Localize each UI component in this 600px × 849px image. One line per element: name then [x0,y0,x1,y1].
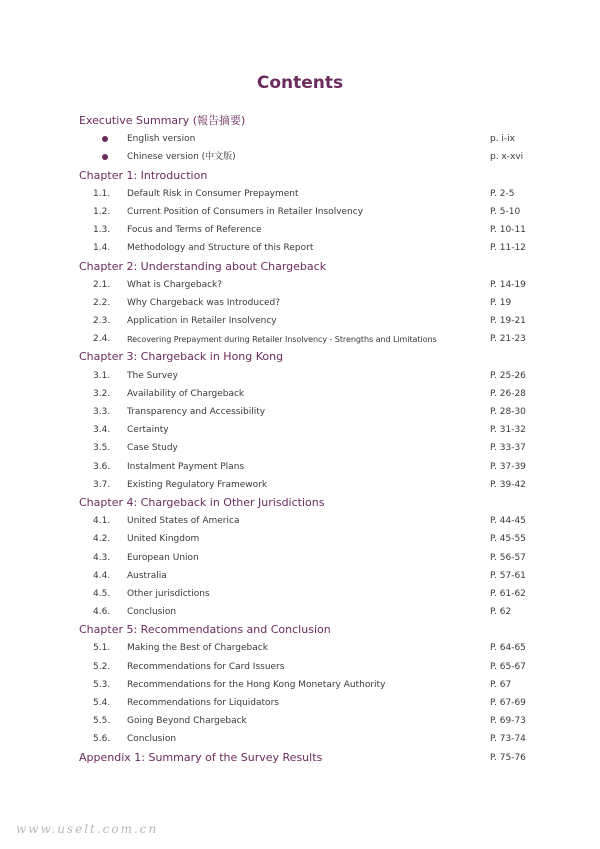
toc-entry-number: 3.3. [93,407,111,417]
toc-heading-title: Chapter 4: Chargeback in Other Jurisdictions [79,495,325,509]
toc-entry-number: 2.2. [93,297,111,308]
toc-heading-page: P. 75-76 [490,752,526,763]
toc-entry-title: Existing Regulatory Framework [127,479,268,490]
toc-entry-title: United Kingdom [127,534,200,545]
toc-entry[interactable] [0,549,600,567]
table-of-contents [0,112,600,767]
toc-entry[interactable] [0,221,600,239]
toc-entry[interactable] [0,203,600,221]
toc-entry[interactable] [0,658,600,676]
toc-entry[interactable] [0,294,600,312]
toc-entry-page: P. 19-21 [490,316,526,327]
toc-entry-title: Case Study [127,443,178,454]
toc-entry-number: 3.1. [93,370,111,381]
toc-entry[interactable] [0,148,600,166]
toc-entry-title: Default Risk in Consumer Prepayment [127,188,299,199]
toc-entry-title: What is Chargeback? [127,279,223,290]
toc-entry-title: The Survey [127,370,178,381]
toc-entry-number: 5.5. [93,716,111,727]
toc-entry-page: P. 10-11 [490,225,526,236]
toc-entry-title: English version [127,134,196,145]
toc-heading[interactable] [0,258,600,276]
toc-entry-page: P. 62 [490,607,512,618]
toc-entry-title: Availability of Chargeback [127,388,245,399]
toc-entry-title: Instalment Payment Plans [127,461,245,472]
toc-heading[interactable] [0,749,600,767]
toc-entry-number: 1.2. [93,206,111,217]
toc-entry-page: P. 25-26 [490,370,526,381]
toc-entry-page: P. 31-32 [490,425,526,436]
toc-entry-page: P. 61-62 [490,588,526,599]
toc-entry-title: Recovering Prepayment during Retailer Insolvency - Strengths and Limitations [127,334,437,345]
toc-entry-page: P. 39-42 [490,479,526,490]
toc-entry-page: P. 19 [490,297,512,308]
toc-entry-title: Focus and Terms of Reference [127,225,262,236]
toc-entry-page: P. 64-65 [490,643,526,654]
toc-entry-title: Australia [127,570,167,581]
toc-entry[interactable] [0,585,600,603]
toc-entry-title: Why Chargeback was Introduced? [127,297,281,308]
toc-entry-title: European Union [127,552,199,563]
toc-entry-number: 2.3. [93,316,111,327]
toc-entry-number: 3.5. [93,443,111,454]
toc-heading-title: Chapter 2: Understanding about Chargeback [79,259,327,273]
toc-entry[interactable] [0,712,600,730]
toc-entry-title: Recommendations for Liquidators [127,698,279,708]
toc-entry-number: 3.6. [93,461,111,472]
toc-entry-title: Application in Retailer Insolvency [127,316,277,327]
toc-entry-page: P. 73-74 [490,734,526,745]
toc-entry-page: P. 33-37 [490,443,526,454]
toc-heading-title: Chapter 3: Chargeback in Hong Kong [79,350,284,364]
toc-entry[interactable] [0,367,600,385]
toc-entry-page: P. 2-5 [490,188,515,199]
toc-entry[interactable] [0,130,600,148]
toc-entry-number: 2.4. [93,334,111,345]
toc-entry-page: P. 21-23 [490,334,526,345]
toc-entry[interactable] [0,276,600,294]
toc-heading[interactable] [0,621,600,639]
toc-entry-number: 4.6. [93,607,111,618]
toc-entry-page: P. 67 [490,679,512,690]
page-title: Contents [256,73,344,93]
toc-entry-number: 5.2. [93,661,111,672]
toc-entry-title: Recommendations for the Hong Kong Monetary Authority [127,679,386,690]
watermark: www.uselt.com.cn [16,822,159,836]
toc-entry[interactable] [0,185,600,203]
toc-entry-title: Current Position of Consumers in Retailer Insolvency [127,206,364,217]
toc-entry-number: 1.3. [93,225,111,236]
toc-entry[interactable] [0,312,600,330]
toc-entry[interactable] [0,730,600,748]
toc-entry[interactable] [0,603,600,621]
toc-entry-page: P. 65-67 [490,661,526,672]
toc-entry[interactable] [0,239,600,257]
toc-entry-number: 5.3. [93,679,111,690]
toc-entry-number: 1.4. [93,243,111,254]
bullet-icon [102,154,108,160]
toc-heading[interactable] [0,112,600,130]
toc-entry[interactable] [0,330,600,348]
toc-entry-page: P. 57-61 [490,570,526,581]
toc-entry-title: Other jurisdictions [127,588,210,599]
toc-entry-title: Making the Best of Chargeback [127,643,268,654]
toc-entry-title: Chinese version (中文版) [127,152,236,163]
toc-entry-page: P. 5-10 [490,206,521,217]
toc-entry[interactable] [0,694,600,712]
toc-entry-title: United States of America [127,516,240,527]
toc-entry-number: 1.1. [93,188,111,199]
toc-entry-number: 5.6. [93,734,111,745]
toc-heading[interactable] [0,494,600,512]
toc-entry-number: 3.4. [93,425,111,436]
toc-entry[interactable] [0,530,600,548]
toc-entry-title: Transparency and Accessibility [127,407,266,417]
toc-entry[interactable] [0,403,600,421]
toc-entry-page: P. 26-28 [490,388,526,399]
toc-heading-title: Executive Summary (報告摘要) [79,114,246,127]
toc-entry-page: P. 45-55 [490,534,526,545]
toc-heading[interactable] [0,348,600,366]
toc-entry[interactable] [0,512,600,530]
toc-heading[interactable] [0,167,600,185]
toc-entry-title: Conclusion [127,734,177,745]
toc-entry[interactable] [0,567,600,585]
toc-entry-number: 4.1. [93,516,111,527]
toc-entry-number: 4.5. [93,588,111,599]
toc-entry[interactable] [0,421,600,439]
toc-heading-title: Chapter 5: Recommendations and Conclusion [79,623,331,637]
toc-entry-number: 4.2. [93,534,111,545]
toc-entry-title: Going Beyond Chargeback [127,716,247,727]
toc-entry[interactable] [0,458,600,476]
toc-entry-title: Certainty [127,425,169,436]
toc-entry[interactable] [0,676,600,694]
toc-entry-page: P. 69-73 [490,716,526,727]
toc-entry-page: P. 11-12 [490,243,526,254]
toc-entry-page: P. 67-69 [490,698,526,708]
toc-entry[interactable] [0,385,600,403]
toc-entry-page: P. 56-57 [490,552,526,563]
toc-entry-page: P. 44-45 [490,516,526,527]
toc-entry-number: 3.2. [93,388,111,399]
toc-entry-title: Recommendations for Card Issuers [127,661,285,672]
toc-heading-title: Appendix 1: Summary of the Survey Results [79,750,323,764]
toc-entry[interactable] [0,639,600,657]
toc-entry-number: 4.3. [93,552,111,563]
toc-entry-number: 4.4. [93,570,111,581]
toc-entry-page: p. x-xvi [490,152,524,163]
toc-entry[interactable] [0,439,600,457]
bullet-icon [102,136,108,142]
toc-heading-title: Chapter 1: Introduction [79,168,208,182]
toc-entry-page: P. 28-30 [490,407,526,417]
toc-entry-page: P. 37-39 [490,461,526,472]
toc-entry-page: P. 14-19 [490,279,526,290]
toc-entry[interactable] [0,476,600,494]
toc-entry-title: Methodology and Structure of this Report [127,243,314,254]
toc-entry-number: 5.1. [93,643,111,654]
toc-entry-number: 5.4. [93,698,111,708]
toc-entry-title: Conclusion [127,607,177,618]
toc-entry-page: p. i-ix [490,134,516,145]
toc-entry-number: 2.1. [93,279,111,290]
toc-entry-number: 3.7. [93,479,111,490]
